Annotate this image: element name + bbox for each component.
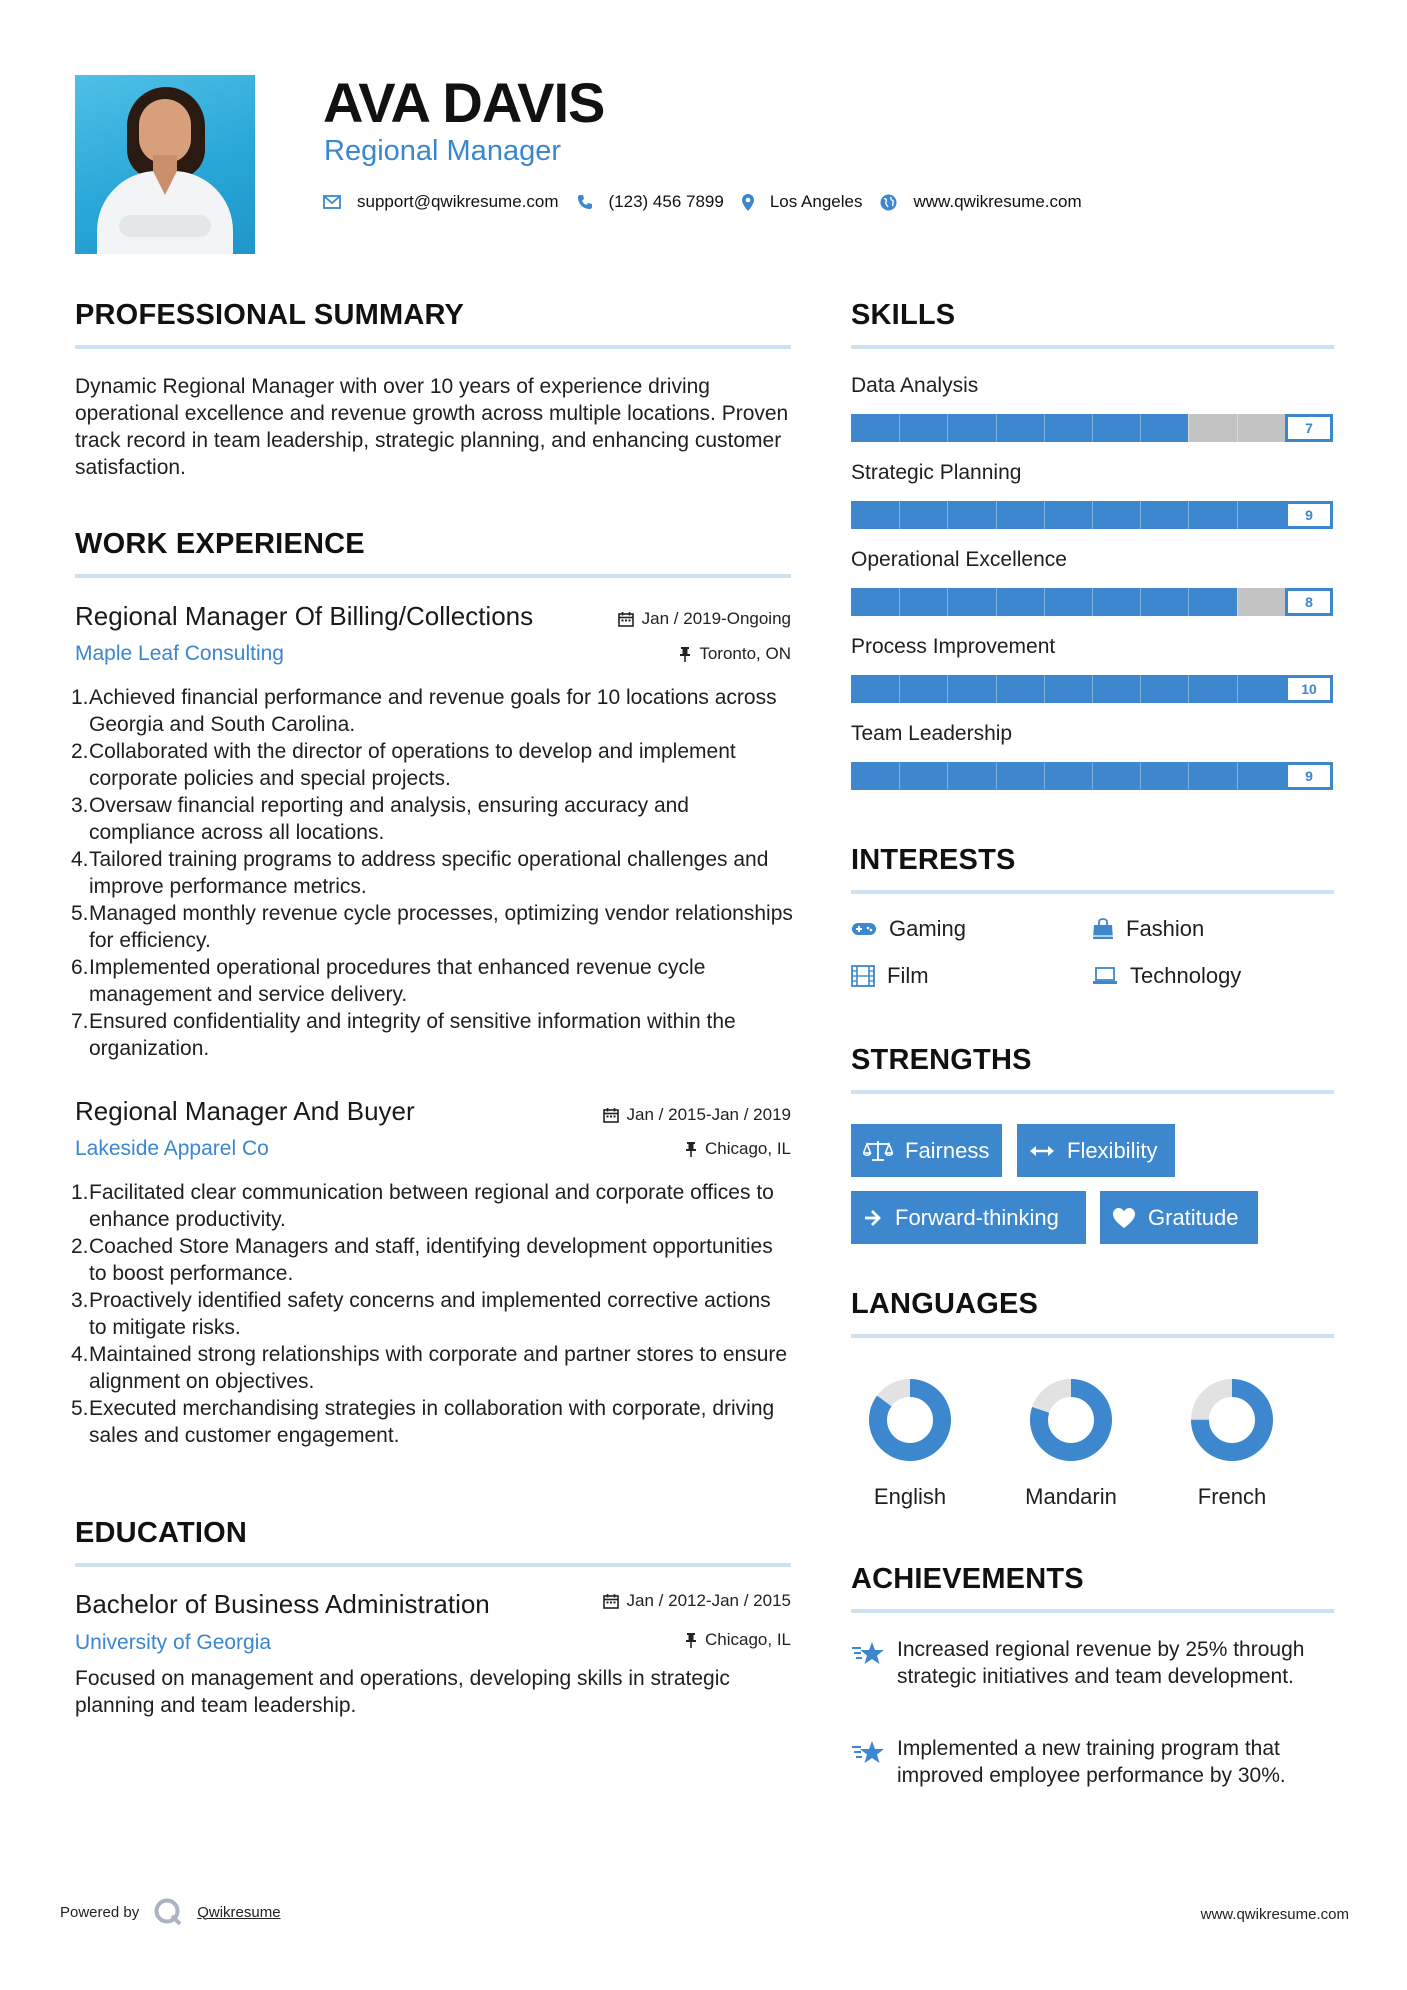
- summary-text: Dynamic Regional Manager with over 10 years of experience driving operational excellence and revenue growth across multiple locations. Proven track record in team leadership, strategic planning, and enhancing customer satisfaction.: [75, 375, 789, 479]
- skill-level-badge: 9: [1285, 501, 1333, 529]
- skill-bar-segment: [1188, 414, 1189, 442]
- interest-label: Film: [887, 963, 929, 988]
- job-title: Regional Manager And Buyer: [75, 1096, 415, 1126]
- skill-bar-segment: [947, 762, 948, 790]
- email-text: support@qwikresume.com: [357, 192, 559, 211]
- language-donut: [1029, 1378, 1113, 1462]
- skill-bar-segment: [1044, 675, 1045, 703]
- skill-bar-segment: [1140, 675, 1141, 703]
- language-donut: [1190, 1378, 1274, 1462]
- achievement-text: Increased regional revenue by 25% through strategic initiatives and team development.: [897, 1638, 1305, 1688]
- website-text: www.qwikresume.com: [913, 192, 1082, 211]
- calendar-icon: [603, 1107, 619, 1123]
- skill-bar-segment: [1188, 501, 1189, 529]
- skill-level-badge: 10: [1285, 675, 1333, 703]
- skill-bar-segment: [899, 762, 900, 790]
- skill-bar: [851, 414, 1333, 442]
- skill-bar: [851, 501, 1333, 529]
- list-item: 7. Ensured confidentiality and integrity of sensitive information within the organization.: [71, 1010, 736, 1060]
- skill-label: Team Leadership: [851, 722, 1013, 745]
- summary-heading: PROFESSIONAL SUMMARY: [75, 299, 465, 331]
- skill-label: Data Analysis: [851, 374, 979, 397]
- skill-bar-segment: [1092, 501, 1093, 529]
- skill-bar-segment: [1237, 588, 1238, 616]
- skill-bar-segment: [1140, 414, 1141, 442]
- school-name: University of Georgia: [75, 1631, 272, 1654]
- skill-bar-segment: [899, 414, 900, 442]
- footer-url[interactable]: www.qwikresume.com: [1200, 1906, 1349, 1923]
- interest-label: Technology: [1130, 963, 1242, 988]
- list-item: 4. Maintained strong relationships with corporate and partner stores to ensure alignment on objectives.: [71, 1343, 788, 1393]
- film-icon: [851, 965, 875, 987]
- strength-badge-forward-thinking: [851, 1191, 1086, 1244]
- strength-label: Flexibility: [1067, 1137, 1158, 1163]
- arrow-right-icon: [863, 1208, 883, 1228]
- strengths-heading: STRENGTHS: [851, 1044, 1032, 1076]
- candidate-name: AVA DAVIS: [323, 71, 605, 134]
- list-item: 3. Proactively identified safety concerns and implemented corrective actions to mitigate risks.: [71, 1289, 771, 1339]
- interests-heading: INTERESTS: [851, 844, 1016, 876]
- education-divider: [75, 1563, 791, 1567]
- map-marker-icon: [742, 194, 754, 211]
- shooting-star-icon: [851, 1640, 885, 1668]
- language-name: French: [1197, 1484, 1267, 1509]
- skill-bar-segment: [1140, 501, 1141, 529]
- skill-bar-fill: [851, 501, 1285, 529]
- languages-divider: [851, 1334, 1334, 1338]
- contact-bar: [323, 192, 1100, 212]
- strength-label: Forward-thinking: [895, 1204, 1059, 1230]
- list-item: 5. Managed monthly revenue cycle processes, optimizing vendor relationships for efficiency.: [71, 902, 793, 952]
- interest-label: Gaming: [889, 916, 967, 941]
- skill-bar-segment: [1044, 762, 1045, 790]
- list-item: 1. Achieved financial performance and revenue goals for 10 locations across Georgia and South Carolina.: [71, 686, 777, 736]
- shooting-star-icon: [851, 1739, 885, 1767]
- list-item: 4. Tailored training programs to address specific operational challenges and improve performance metrics.: [71, 848, 769, 898]
- skill-bar-fill: [851, 414, 1188, 442]
- brand-link[interactable]: Qwikresume: [197, 1903, 281, 1921]
- language-name: Mandarin: [1025, 1484, 1117, 1509]
- strength-label: Gratitude: [1148, 1204, 1239, 1230]
- skill-bar-segment: [1237, 501, 1238, 529]
- balance-scale-icon: [863, 1140, 893, 1162]
- strength-badge-gratitude: [1100, 1191, 1258, 1244]
- experience-heading: WORK EXPERIENCE: [75, 528, 365, 560]
- job-location-text: Toronto, ON: [699, 644, 791, 663]
- skill-bar-segment: [1092, 588, 1093, 616]
- phone-text: (123) 456 7899: [608, 192, 724, 211]
- job-location: [560, 1140, 791, 1159]
- skill-bar-segment: [947, 501, 948, 529]
- arrows-horizontal-icon: [1029, 1144, 1055, 1158]
- pin-icon: [685, 1141, 697, 1157]
- skill-bar-segment: [899, 501, 900, 529]
- experience-divider: [75, 574, 791, 578]
- calendar-icon: [618, 611, 634, 627]
- skill-bar-segment: [1188, 588, 1189, 616]
- language-item: [1011, 1378, 1131, 1510]
- job-dates: [540, 1106, 791, 1125]
- job-company: Maple Leaf Consulting: [75, 642, 284, 665]
- envelope-icon: [323, 195, 341, 209]
- skill-bar-segment: [996, 675, 997, 703]
- job-location-text: Chicago, IL: [705, 1139, 791, 1158]
- skill-bar-segment: [1092, 675, 1093, 703]
- skills-divider: [851, 345, 1334, 349]
- skill-level-badge: 7: [1285, 414, 1333, 442]
- gamepad-icon: [851, 921, 877, 937]
- shopping-bag-icon: [1092, 918, 1114, 940]
- skill-bar-segment: [996, 588, 997, 616]
- skill-bar-segment: [1140, 588, 1141, 616]
- strength-badge-flexibility: [1017, 1124, 1175, 1177]
- skill-bar-segment: [899, 588, 900, 616]
- job-dates-text: Jan / 2015-Jan / 2019: [626, 1105, 791, 1124]
- laptop-icon: [1092, 966, 1118, 986]
- language-donut: [868, 1378, 952, 1462]
- skill-bar-segment: [1188, 762, 1189, 790]
- achievement-text: Implemented a new training program that improved employee performance by 30%.: [897, 1737, 1286, 1787]
- strength-label: Fairness: [905, 1137, 990, 1163]
- education-dates: [540, 1592, 791, 1611]
- interest-item-technology: [1092, 963, 1241, 989]
- strengths-divider: [851, 1090, 1334, 1094]
- interests-divider: [851, 890, 1334, 894]
- skill-bar-segment: [947, 675, 948, 703]
- degree-title: Bachelor of Business Administration: [75, 1589, 490, 1619]
- list-item: 1. Facilitated clear communication between regional and corporate offices to enhance productivity.: [71, 1181, 774, 1231]
- interest-label: Fashion: [1126, 916, 1205, 941]
- skill-bar-segment: [1140, 762, 1141, 790]
- list-item: 6. Implemented operational procedures that enhanced revenue cycle management and service delivery.: [71, 956, 706, 1006]
- skill-bar-segment: [1092, 762, 1093, 790]
- job-bullets: [71, 684, 793, 1062]
- summary-divider: [75, 345, 791, 349]
- interest-item-fashion: [1092, 916, 1204, 942]
- skill-label: Strategic Planning: [851, 461, 1022, 484]
- skill-bar-segment: [899, 675, 900, 703]
- skill-bar-fill: [851, 762, 1285, 790]
- skill-label: Process Improvement: [851, 635, 1056, 658]
- pin-icon: [679, 646, 691, 662]
- contact-website[interactable]: [880, 192, 1081, 212]
- skill-bar-segment: [1044, 588, 1045, 616]
- skill-bar: [851, 675, 1333, 703]
- list-item: 5. Executed merchandising strategies in collaboration with corporate, driving sales and customer engagement.: [71, 1397, 775, 1447]
- job-title: Regional Manager Of Billing/Collections: [75, 601, 534, 631]
- skill-label: Operational Excellence: [851, 548, 1067, 571]
- contact-location: [742, 192, 863, 212]
- achievements-heading: ACHIEVEMENTS: [851, 1563, 1084, 1595]
- list-item: 2. Coached Store Managers and staff, identifying development opportunities to boost performance.: [71, 1235, 773, 1285]
- education-location-text: Chicago, IL: [705, 1630, 791, 1649]
- globe-icon: [880, 194, 897, 211]
- job-dates: [560, 610, 791, 629]
- skill-bar-segment: [1188, 675, 1189, 703]
- education-location: [560, 1631, 791, 1650]
- job-location: [560, 645, 791, 664]
- contact-phone[interactable]: [577, 192, 724, 212]
- calendar-icon: [603, 1593, 619, 1609]
- skill-bar-segment: [947, 588, 948, 616]
- language-item: [1172, 1378, 1292, 1510]
- job-dates-text: Jan / 2019-Ongoing: [641, 609, 791, 628]
- skill-bar-segment: [1044, 501, 1045, 529]
- skill-bar-segment: [947, 414, 948, 442]
- skill-level-badge: 9: [1285, 762, 1333, 790]
- heart-icon: [1112, 1207, 1136, 1229]
- pin-icon: [685, 1632, 697, 1648]
- skill-bar: [851, 762, 1333, 790]
- powered-by-label: Powered by: [60, 1903, 140, 1921]
- list-item: 2. Collaborated with the director of operations to develop and implement corporate policies and special projects.: [71, 740, 736, 790]
- skill-bar-segment: [996, 762, 997, 790]
- language-name: English: [873, 1484, 947, 1509]
- education-description: Focused on management and operations, developing skills in strategic planning and team leadership.: [75, 1667, 730, 1717]
- phone-icon: [577, 194, 593, 210]
- achievement-item: [851, 1735, 1341, 1789]
- education-dates-text: Jan / 2012-Jan / 2015: [626, 1591, 791, 1610]
- contact-email[interactable]: [323, 192, 559, 212]
- footer-branding: [60, 1897, 281, 1927]
- skills-heading: SKILLS: [851, 299, 956, 331]
- skill-bar-segment: [996, 414, 997, 442]
- skill-level-badge: 8: [1285, 588, 1333, 616]
- skill-bar-segment: [1237, 414, 1238, 442]
- skill-bar-segment: [1237, 762, 1238, 790]
- languages-heading: LANGUAGES: [851, 1288, 1039, 1320]
- language-item: [850, 1378, 970, 1510]
- job-company: Lakeside Apparel Co: [75, 1137, 269, 1160]
- qwikresume-logo-icon: [153, 1897, 183, 1927]
- achievements-divider: [851, 1609, 1334, 1613]
- strength-badge-fairness: [851, 1124, 1002, 1177]
- skill-bar-segment: [996, 501, 997, 529]
- skill-bar: [851, 588, 1333, 616]
- candidate-role: Regional Manager: [324, 135, 561, 167]
- list-item: 3. Oversaw financial reporting and analysis, ensuring accuracy and compliance across all locations.: [71, 794, 689, 844]
- achievement-item: [851, 1636, 1341, 1690]
- skill-bar-segment: [1044, 414, 1045, 442]
- education-heading: EDUCATION: [75, 1517, 248, 1549]
- interest-item-gaming: [851, 916, 966, 942]
- skill-bar-segment: [1237, 675, 1238, 703]
- skill-bar-segment: [1092, 414, 1093, 442]
- profile-photo: [75, 75, 255, 254]
- job-bullets: [71, 1179, 793, 1449]
- location-text: Los Angeles: [769, 192, 863, 211]
- interest-item-film: [851, 963, 929, 989]
